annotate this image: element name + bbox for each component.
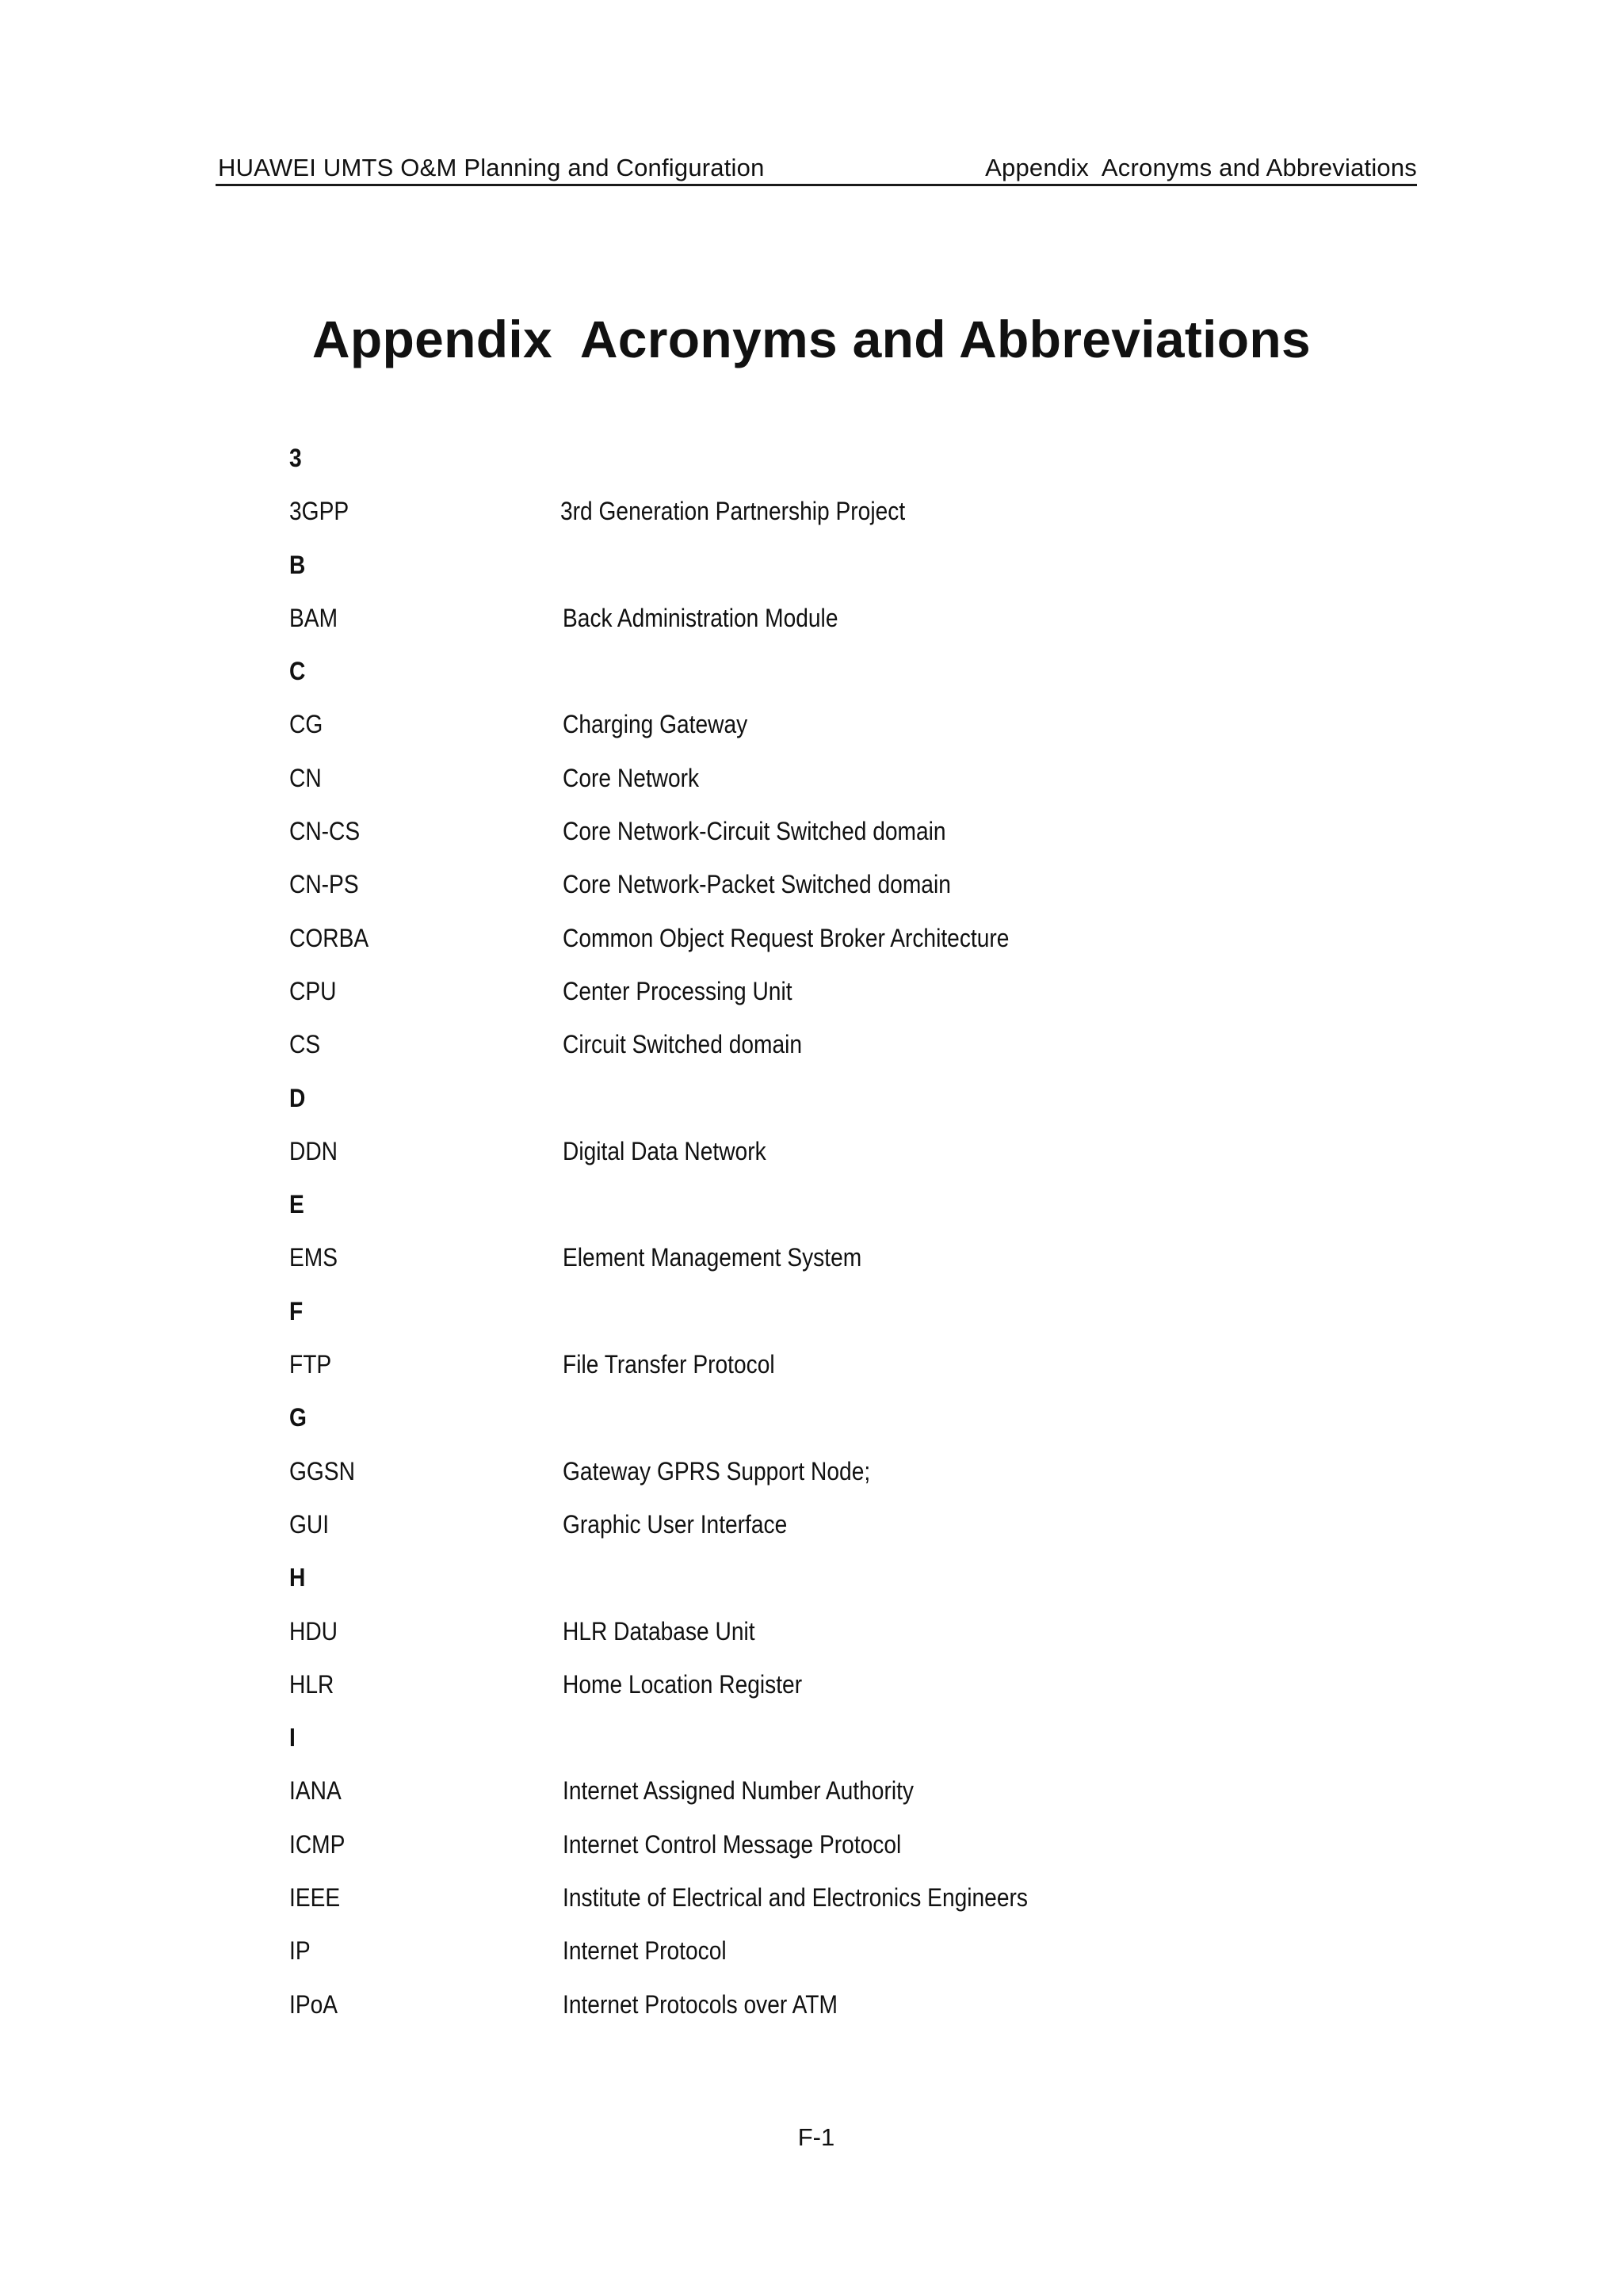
letter-heading: D [289, 1083, 306, 1112]
letter-heading: G [289, 1403, 307, 1432]
page-header [216, 153, 1417, 186]
acronym-term: IPoA [289, 1989, 338, 2019]
acronym-row [289, 1452, 1319, 1505]
acronym-definition: Charging Gateway [563, 710, 748, 739]
acronym-definition: Element Management System [563, 1243, 862, 1272]
acronym-term: CN-CS [289, 817, 361, 846]
acronym-definition: Internet Assigned Number Authority [563, 1776, 914, 1806]
acronym-definition: Internet Protocols over ATM [563, 1989, 838, 2019]
page-title: Appendix Acronyms and Abbreviations [311, 310, 1312, 368]
letter-heading-row [289, 439, 1319, 492]
acronym-term: GUI [289, 1509, 330, 1539]
letter-heading-row [289, 1292, 1319, 1345]
letter-heading-row [289, 652, 1319, 705]
acronym-definition: Home Location Register [563, 1669, 803, 1699]
acronym-term: EMS [289, 1243, 338, 1272]
acronym-definition: Institute of Electrical and Electronics Engineers [563, 1883, 1028, 1913]
acronym-term: GGSN [289, 1456, 355, 1486]
acronym-term: CPU [289, 976, 337, 1005]
acronym-term: CN [289, 763, 322, 792]
acronym-term: CN-PS [289, 870, 359, 899]
acronym-row [289, 1985, 1319, 2039]
acronym-row [289, 865, 1319, 918]
acronym-definition: 3rd Generation Partnership Project [560, 497, 906, 526]
acronym-row [289, 812, 1319, 865]
acronym-row [289, 759, 1319, 812]
acronym-term: ICMP [289, 1829, 346, 1859]
acronym-term: BAM [289, 603, 338, 632]
acronym-definition: Core Network-Circuit Switched domain [563, 817, 946, 846]
acronym-definition: Core Network-Packet Switched domain [563, 870, 951, 899]
acronym-row [289, 1665, 1319, 1718]
acronym-row [289, 1238, 1319, 1291]
acronym-row [289, 599, 1319, 652]
acronym-definition: Graphic User Interface [563, 1509, 788, 1539]
letter-heading: B [289, 550, 306, 579]
acronym-row [289, 972, 1319, 1025]
header-document-title: HUAWEI UMTS O&M Planning and Configuration [218, 154, 765, 181]
letter-heading-row [289, 1185, 1319, 1238]
letter-heading-row [289, 546, 1319, 599]
acronym-definition: Back Administration Module [563, 603, 838, 632]
acronym-definition: File Transfer Protocol [563, 1350, 775, 1379]
acronym-term: 3GPP [289, 497, 349, 526]
acronym-definition: Gateway GPRS Support Node; [563, 1456, 871, 1486]
acronym-term: CS [289, 1030, 321, 1059]
acronym-term: IEEE [289, 1883, 341, 1913]
letter-heading: I [289, 1723, 296, 1753]
acronym-term: DDN [289, 1136, 338, 1165]
acronym-row [289, 1825, 1319, 1878]
acronym-definition: Center Processing Unit [563, 976, 792, 1005]
letter-heading: H [289, 1563, 306, 1592]
acronym-definition: Internet Protocol [563, 1936, 727, 1966]
acronym-row [289, 1505, 1319, 1558]
acronym-term: IP [289, 1936, 311, 1966]
letter-heading: F [289, 1296, 304, 1325]
header-section-title: Appendix Acronyms and Abbreviations [985, 154, 1417, 181]
acronym-row [289, 1612, 1319, 1665]
acronym-term: CG [289, 710, 323, 739]
acronym-definition: HLR Database Unit [563, 1616, 755, 1646]
letter-heading-row [289, 1079, 1319, 1132]
acronym-term: FTP [289, 1350, 332, 1379]
acronym-term: IANA [289, 1776, 342, 1806]
acronym-row [289, 1878, 1319, 1932]
acronym-row [289, 1025, 1319, 1078]
acronym-row [289, 1132, 1319, 1185]
acronym-term: HDU [289, 1616, 338, 1646]
letter-heading-row [289, 1718, 1319, 1772]
acronym-list [289, 439, 1319, 2039]
page-number: F-1 [797, 2123, 835, 2151]
acronym-definition: Internet Control Message Protocol [563, 1829, 902, 1859]
acronym-term: HLR [289, 1669, 334, 1699]
letter-heading-row [289, 1558, 1319, 1611]
acronym-definition: Core Network [563, 763, 700, 792]
letter-heading: E [289, 1190, 304, 1219]
letter-heading-row [289, 1398, 1319, 1451]
letter-heading: 3 [289, 444, 302, 472]
acronym-definition: Digital Data Network [563, 1136, 766, 1165]
letter-heading: C [289, 657, 306, 686]
acronym-row [289, 1345, 1319, 1398]
acronym-row [289, 492, 1319, 545]
acronym-row [289, 1932, 1319, 1985]
acronym-row [289, 919, 1319, 972]
acronym-definition: Common Object Request Broker Architecture [563, 923, 1010, 952]
acronym-definition: Circuit Switched domain [563, 1030, 803, 1059]
acronym-term: CORBA [289, 923, 369, 952]
acronym-row [289, 705, 1319, 758]
acronym-row [289, 1772, 1319, 1825]
